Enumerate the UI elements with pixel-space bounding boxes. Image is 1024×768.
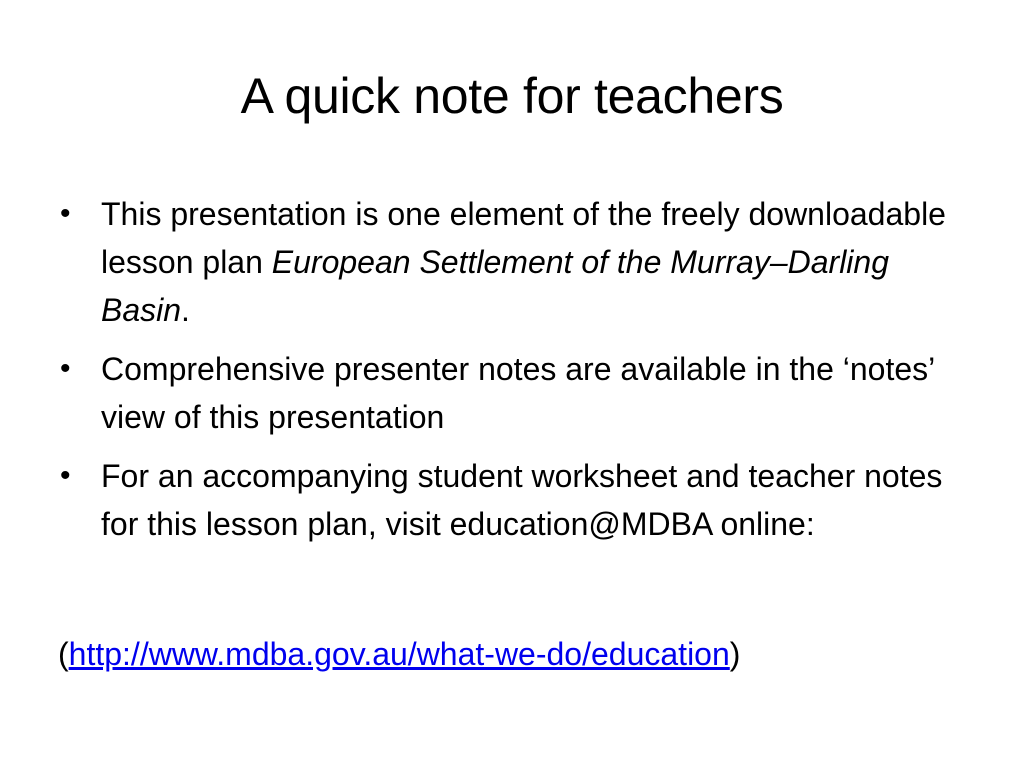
bullet-text: This presentation is one element of the freely downloadable lesson plan	[101, 196, 946, 280]
bullet-text-end: .	[181, 292, 190, 328]
bullet-item-worksheet	[58, 452, 958, 548]
bullet-text: For an accompanying student worksheet and teacher notes for this lesson plan, visit education@MDBA online:	[101, 458, 943, 542]
bullet-marker: •	[60, 352, 71, 385]
bullet-marker: •	[60, 459, 71, 492]
slide-title: A quick note for teachers	[240, 68, 784, 124]
bullet-marker: •	[60, 197, 71, 230]
close-paren: )	[729, 636, 741, 672]
open-paren: (	[58, 636, 69, 672]
bullet-text: Comprehensive presenter notes are available in the ‘notes’ view of this presentation	[101, 351, 935, 435]
education-url-link[interactable]: http://www.mdba.gov.au/what-we-do/education	[68, 636, 730, 672]
bullet-item-lesson-plan	[58, 190, 958, 334]
bullet-list	[58, 190, 958, 559]
bullet-item-presenter-notes	[58, 345, 958, 441]
education-link-line	[58, 630, 740, 678]
lesson-plan-title: European Settlement of the Murray–Darling Basin	[101, 244, 889, 328]
